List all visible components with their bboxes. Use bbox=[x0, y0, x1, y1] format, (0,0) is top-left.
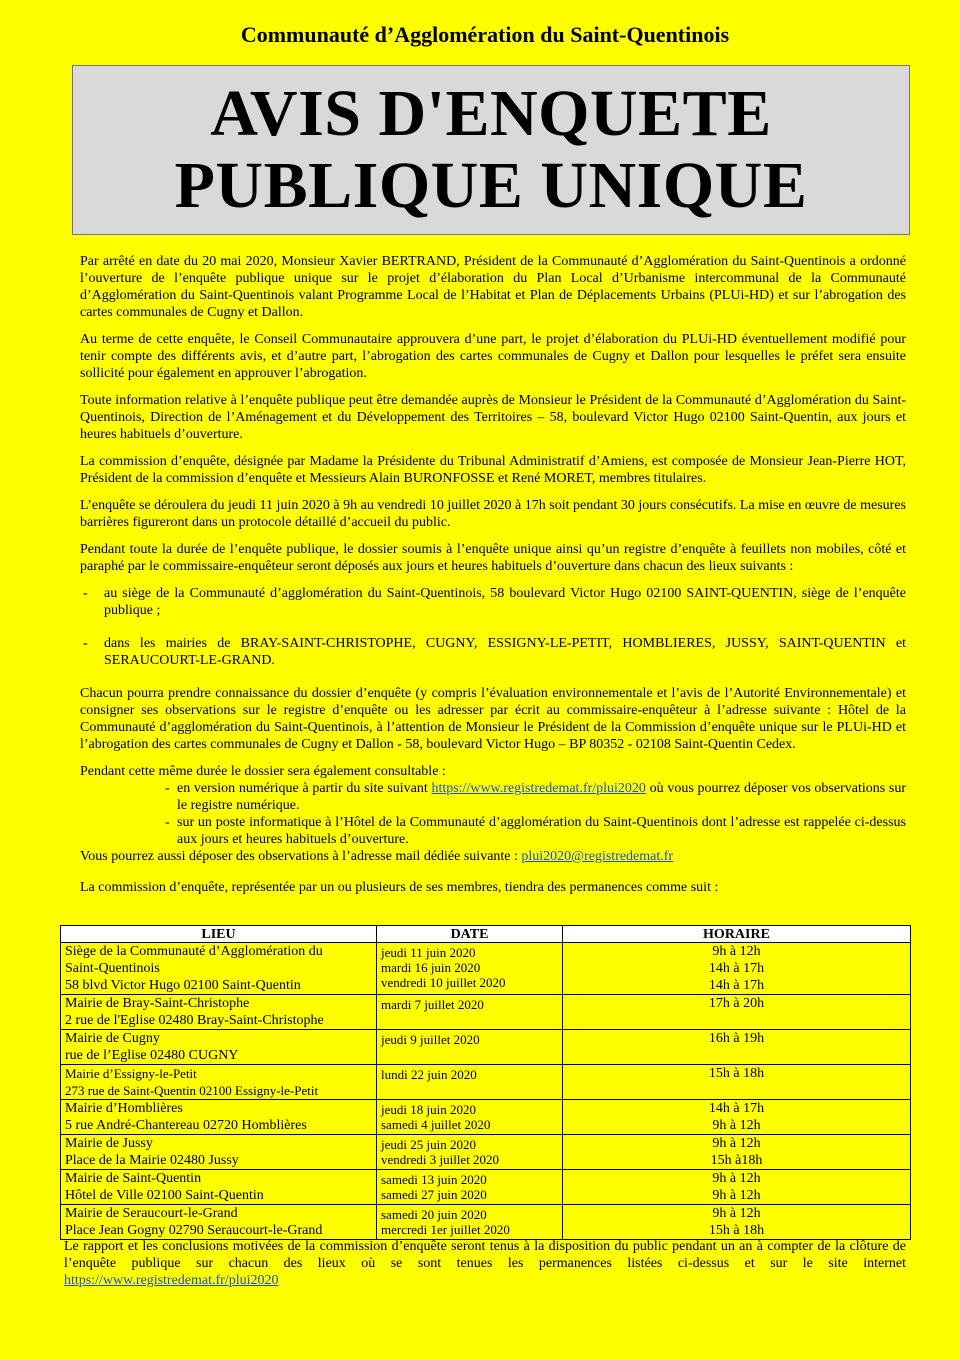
horaire-line: 9h à 12h bbox=[712, 1118, 761, 1133]
email-link[interactable]: plui2020@registredemat.fr bbox=[521, 849, 674, 864]
dash-marker: - bbox=[165, 781, 170, 796]
horaire-line: 9h à 12h bbox=[712, 1188, 761, 1203]
header-lieu: LIEU bbox=[61, 926, 377, 943]
cell-horaire bbox=[563, 943, 911, 995]
cell-lieu bbox=[61, 1135, 377, 1170]
email-text: Vous pourrez aussi déposer des observations à l’adresse mail dédiée suivante : bbox=[80, 849, 518, 864]
horaire-line: 9h à 12h bbox=[712, 1171, 761, 1186]
date-line: samedi 20 juin 2020 bbox=[381, 1207, 487, 1222]
date-line: samedi 4 juillet 2020 bbox=[381, 1117, 491, 1132]
table-row bbox=[61, 1100, 911, 1135]
lieu-line: 58 blvd Victor Hugo 02100 Saint-Quentin bbox=[65, 978, 301, 993]
cell-lieu bbox=[61, 1170, 377, 1205]
lieu-line: 2 rue de l'Eglise 02480 Bray-Saint-Christophe bbox=[65, 1013, 324, 1028]
date-line: mardi 7 juillet 2020 bbox=[381, 997, 484, 1012]
cell-date bbox=[377, 1030, 563, 1065]
table-row bbox=[61, 1065, 911, 1100]
cell-horaire bbox=[563, 995, 911, 1030]
date-line: jeudi 18 juin 2020 bbox=[381, 1102, 476, 1117]
paragraph-information: Toute information relative à l’enquête publique peut être demandée auprès de Monsieur le Président de la Communauté d’Agglomération du Saint-Quentinois, Direction de l’Aménagement et du Développement des Territoires – 58, boulevard Victor Hugo 02100 Saint-Quentin, aux jours et heures habituels d’ouverture. bbox=[80, 393, 906, 442]
lieu-line: rue de l’Eglise 02480 CUGNY bbox=[65, 1048, 239, 1063]
header-horaire: HORAIRE bbox=[563, 926, 911, 943]
lieu-line: Hôtel de Ville 02100 Saint-Quentin bbox=[65, 1188, 264, 1203]
cell-date bbox=[377, 943, 563, 995]
paragraph-commission: La commission d’enquête, désignée par Madame la Présidente du Tribunal Administratif d’Amiens, est composée de Monsieur Jean-Pierre HOT, Président de la commission d’enquête et Messieurs Alain BURONFOSSE et René MORET, membres titulaires. bbox=[80, 454, 906, 486]
header-date: DATE bbox=[377, 926, 563, 943]
paragraph-email bbox=[80, 848, 906, 865]
paragraph-approbation: Au terme de cette enquête, le Conseil Communautaire approuvera d’une part, le projet d’élaboration du PLUi-HD éventuellement modifié pour tenir compte des différents avis, et d’autre part, l’abrogation des cartes communales de Cugny et Dallon pour lesquelles le préfet sera ensuite sollicité pour également en approuver l’abrogation. bbox=[80, 332, 906, 381]
footer-registre-link[interactable]: https://www.registredemat.fr/plui2020 bbox=[64, 1273, 279, 1288]
organisation-name: Communauté d’Agglomération du Saint-Quentinois bbox=[240, 22, 730, 47]
horaire-line: 15h à 18h bbox=[708, 1066, 765, 1081]
lieu-line: Place de la Mairie 02480 Jussy bbox=[65, 1153, 239, 1168]
table-row bbox=[61, 1170, 911, 1205]
lieu-line: Saint-Quentinois bbox=[65, 961, 160, 976]
date-line: jeudi 25 juin 2020 bbox=[381, 1137, 476, 1152]
horaire-line: 9h à 12h bbox=[712, 944, 761, 959]
date-line: vendredi 3 juillet 2020 bbox=[381, 1152, 500, 1167]
numerique-text: en version numérique à partir du site suivant bbox=[177, 781, 428, 796]
horaire-line: 9h à 12h bbox=[712, 1136, 761, 1151]
date-line: vendredi 10 juillet 2020 bbox=[381, 975, 506, 990]
title-box bbox=[72, 65, 910, 235]
cell-horaire bbox=[563, 1205, 911, 1240]
list-item-mairies: dans les mairies de BRAY-SAINT-CHRISTOPHE, CUGNY, ESSIGNY-LE-PETIT, HOMBLIERES, JUSSY, SAINT-QUENTIN et SERAUCOURT-LE-GRAND. bbox=[104, 636, 906, 668]
date-line: jeudi 11 juin 2020 bbox=[381, 945, 476, 960]
paragraph-consultation: Chacun pourra prendre connaissance du dossier d’enquête (y compris l’évaluation environnementale et l’avis de l’Autorité Environnementale) et consigner ses observations sur le registre d’enquête ou les adresser par écrit au commissaire-enquêteur à l’adresse suivante : Hôtel de la Communauté d’agglomération du Saint-Quentinois, à l’attention de Monsieur le Président de la Commission d’enquête unique sur le PLUi-HD et l’abrogation des cartes communales de Cugny et Dallon - 58, boulevard Victor Hugo – BP 80352 - 02108 Saint-Quentin Cedex. bbox=[80, 686, 906, 752]
table-row bbox=[61, 943, 911, 995]
horaire-line: 14h à 17h bbox=[708, 961, 765, 976]
table-row bbox=[61, 1030, 911, 1065]
horaire-line: 14h à 17h bbox=[708, 1101, 765, 1116]
footer-text: Le rapport et les conclusions motivées de la commission d’enquête seront tenus à la disposition du public pendant un an à compter de la clôture de l’enquête publique sur chacun des lieux où se sont tenues les permanences listées ci-dessus et sur le site internet bbox=[64, 1239, 906, 1271]
list-item-numerique bbox=[177, 780, 906, 814]
horaire-line: 15h à 18h bbox=[708, 1223, 765, 1238]
lieu-line: Mairie de Bray-Saint-Christophe bbox=[65, 996, 250, 1011]
cell-horaire bbox=[563, 1170, 911, 1205]
paragraph-permanences: La commission d’enquête, représentée par un ou plusieurs de ses membres, tiendra des permanences comme suit : bbox=[80, 880, 719, 895]
paragraph-arrete: Par arrêté en date du 20 mai 2020, Monsieur Xavier BERTRAND, Président de la Communauté d’Agglomération du Saint-Quentinois a ordonné l’ouverture de l’enquête publique unique sur le projet d’élaboration du Plan Local d’Urbanisme intercommunal de la Communauté d’Agglomération du Saint-Quentinois valant Programme Local de l’Habitat et Plan de Déplacements Urbains (PLUi-HD) et sur l’abrogation des cartes communales de Cugny et Dallon. bbox=[80, 254, 906, 320]
cell-horaire bbox=[563, 1065, 911, 1100]
table-header-row bbox=[61, 926, 911, 943]
cell-lieu bbox=[61, 943, 377, 995]
cell-date bbox=[377, 995, 563, 1030]
title-line-2: PUBLIQUE UNIQUE bbox=[174, 149, 808, 222]
list-item bbox=[165, 780, 906, 814]
date-line: samedi 27 juin 2020 bbox=[381, 1187, 487, 1202]
lieu-line: Mairie de Cugny bbox=[65, 1031, 160, 1046]
cell-horaire bbox=[563, 1100, 911, 1135]
horaire-line: 14h à 17h bbox=[708, 978, 765, 993]
horaire-line: 15h à18h bbox=[710, 1153, 763, 1168]
date-line: lundi 22 juin 2020 bbox=[381, 1067, 477, 1082]
paragraph-dossier: Pendant toute la durée de l’enquête publique, le dossier soumis à l’enquête unique ainsi qu’un registre d’enquête à feuillets non mobiles, côté et paraphé par le commissaire-enquêteur seront déposés aux jours et heures habituels d’ouverture dans chacun des lieux suivants : bbox=[80, 542, 906, 574]
lieu-line: Mairie de Seraucourt-le-Grand bbox=[65, 1206, 238, 1221]
list-item-poste: sur un poste informatique à l’Hôtel de la Communauté d’agglomération du Saint-Quentinois dont l’adresse est rappelée ci-dessus aux jours et heures habituels d’ouverture. bbox=[177, 815, 906, 847]
table-row bbox=[61, 1135, 911, 1170]
date-line: samedi 13 juin 2020 bbox=[381, 1172, 487, 1187]
dash-marker: - bbox=[83, 636, 88, 651]
dash-marker: - bbox=[165, 815, 170, 830]
paragraph-consultable: Pendant cette même durée le dossier sera également consultable : bbox=[80, 764, 446, 779]
lieu-line: Mairie de Jussy bbox=[65, 1136, 153, 1151]
cell-date bbox=[377, 1170, 563, 1205]
numerique-text-after: où vous pourrez déposer vos observations sur le registre numérique. bbox=[177, 781, 907, 813]
notice-body bbox=[80, 253, 906, 906]
lieu-line: Mairie d’Essigny-le-Petit bbox=[65, 1066, 197, 1081]
cell-horaire bbox=[563, 1135, 911, 1170]
lieu-line: 273 rue de Saint-Quentin 02100 Essigny-le-Petit bbox=[65, 1083, 319, 1098]
date-line: jeudi 9 juillet 2020 bbox=[381, 1032, 480, 1047]
dash-marker: - bbox=[83, 586, 88, 601]
title-line-1: AVIS D'ENQUETE bbox=[210, 77, 772, 150]
lieu-line: Place Jean Gogny 02790 Seraucourt-le-Grand bbox=[65, 1223, 323, 1238]
cell-horaire bbox=[563, 1030, 911, 1065]
lieu-line: Mairie de Saint-Quentin bbox=[65, 1171, 202, 1186]
list-item bbox=[165, 814, 906, 848]
cell-date bbox=[377, 1135, 563, 1170]
horaire-line: 16h à 19h bbox=[708, 1031, 765, 1046]
lieu-line: 5 rue André-Chantereau 02720 Homblières bbox=[65, 1118, 307, 1133]
date-line: mardi 16 juin 2020 bbox=[381, 960, 481, 975]
footer-paragraph bbox=[64, 1238, 906, 1289]
registre-link[interactable]: https://www.registredemat.fr/plui2020 bbox=[431, 781, 646, 796]
permanences-table bbox=[60, 925, 911, 1240]
horaire-line: 9h à 12h bbox=[712, 1206, 761, 1221]
paragraph-dates: L’enquête se déroulera du jeudi 11 juin 2020 à 9h au vendredi 10 juillet 2020 à 17h soit pendant 30 jours consécutifs. La mise en œuvre de mesures barrières figureront dans un protocole détaillé d’accueil du public. bbox=[80, 498, 906, 530]
table-row bbox=[61, 995, 911, 1030]
table-row bbox=[61, 1205, 911, 1240]
horaire-line: 17h à 20h bbox=[708, 996, 765, 1011]
cell-lieu bbox=[61, 1065, 377, 1100]
list-item-siege: au siège de la Communauté d’agglomération du Saint-Quentinois, 58 boulevard Victor Hugo 02100 SAINT-QUENTIN, siège de l’enquête publique ; bbox=[104, 586, 906, 618]
cell-lieu bbox=[61, 1100, 377, 1135]
date-line: mercredi 1er juillet 2020 bbox=[381, 1222, 510, 1237]
cell-date bbox=[377, 1205, 563, 1240]
cell-date bbox=[377, 1100, 563, 1135]
list-item bbox=[83, 585, 906, 619]
cell-lieu bbox=[61, 1030, 377, 1065]
lieu-line: Mairie d’Homblières bbox=[65, 1101, 183, 1116]
cell-lieu bbox=[61, 995, 377, 1030]
cell-lieu bbox=[61, 1205, 377, 1240]
list-item bbox=[83, 635, 906, 669]
cell-date bbox=[377, 1065, 563, 1100]
lieu-line: Siège de la Communauté d’Agglomération du bbox=[65, 944, 323, 959]
